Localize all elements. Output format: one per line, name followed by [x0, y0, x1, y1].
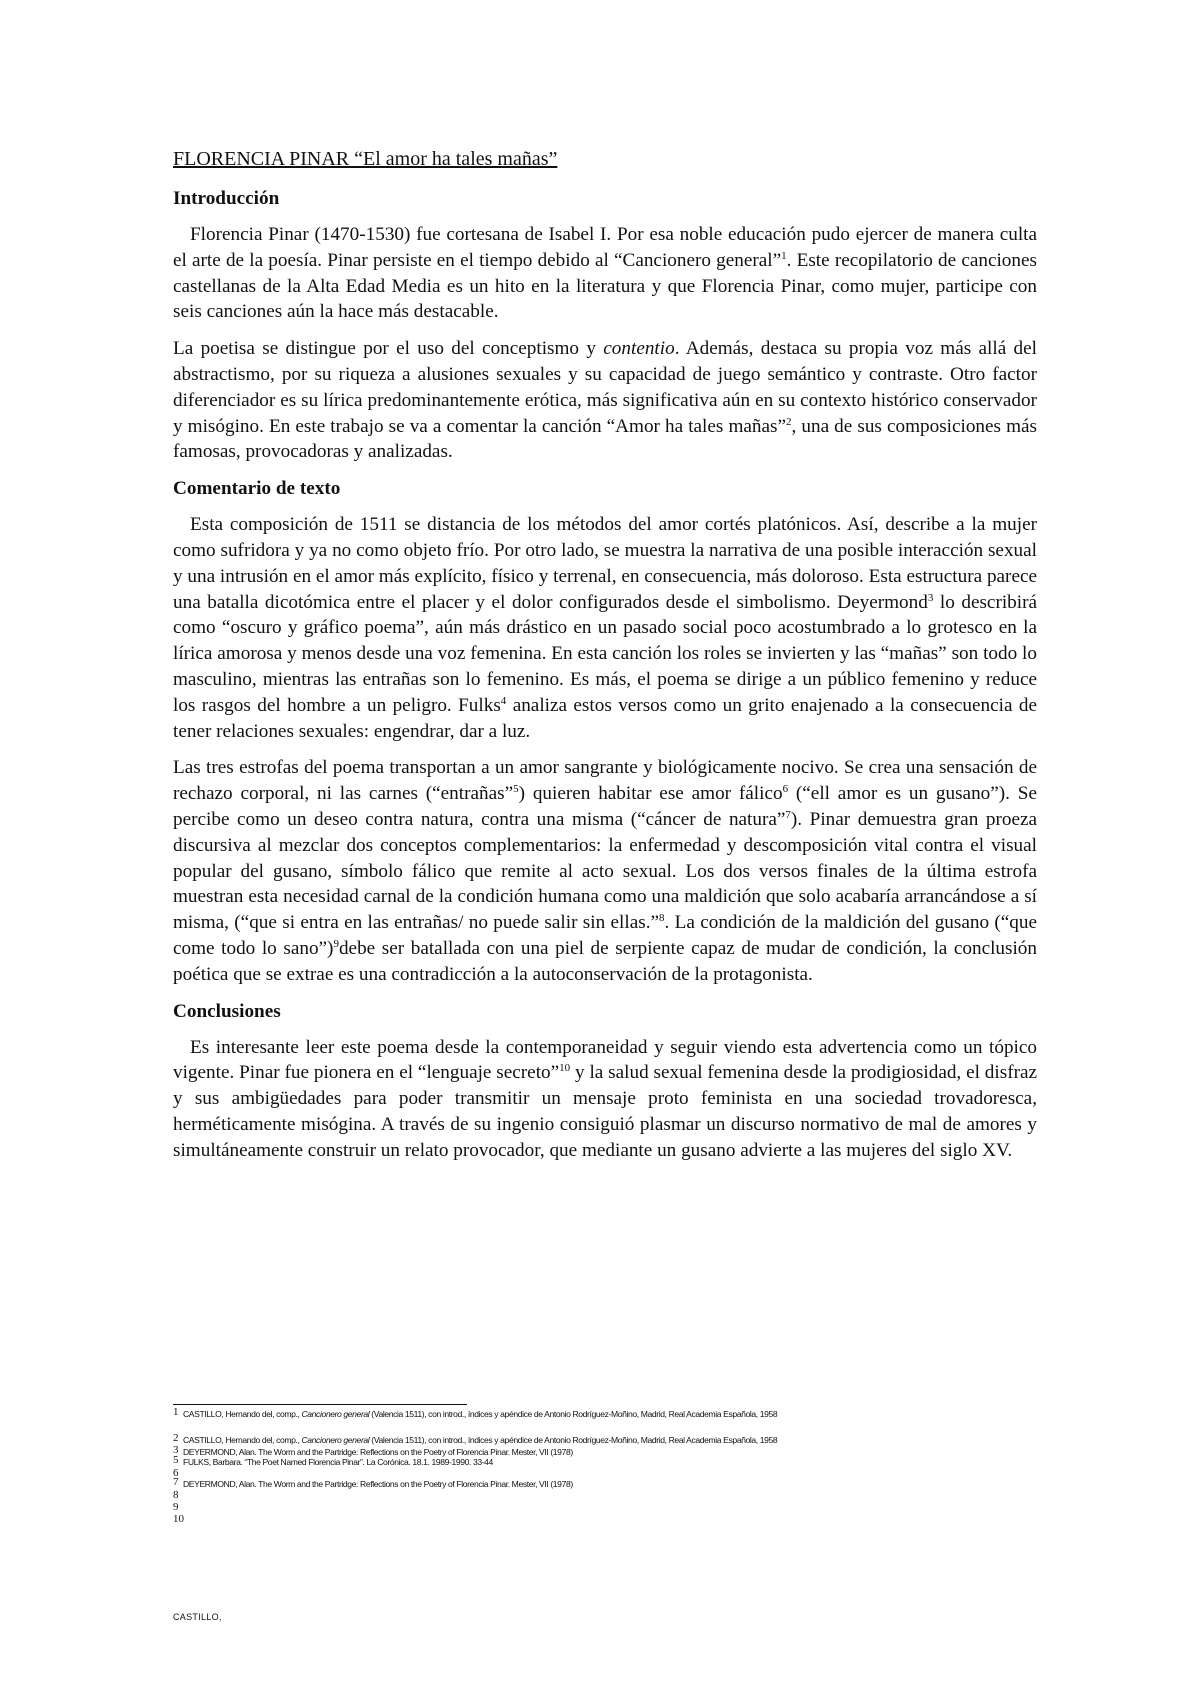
footnotes	[173, 1404, 1053, 1525]
heading-conclusiones: Conclusiones	[173, 1000, 281, 1022]
document-body	[173, 146, 1037, 1175]
intro-paragraph-1: Florencia Pinar (1470-1530) fue cortesana de Isabel I. Por esa noble educación pudo ejercer de manera culta el arte de la poesía. Pinar persiste en el tiempo debido al “Cancionero general”$^1$. Este recopilatorio de canciones castellanas de la Alta Edad Media es un hito en la literatura y que Florencia Pinar, como mujer, participe con seis canciones aún la hace más destacable.	[173, 224, 1037, 323]
footnote-7: 7 DEYERMOND, Alan. The Worm and the Partridge: Reflections on the Poetry of Florencia Pinar. Mester, VII (1978)	[173, 1476, 573, 1489]
footnote-ref[interactable]: 9	[333, 937, 339, 950]
commentary-paragraph-1: Esta composición de 1511 se distancia de los métodos del amor cortés platónicos. Así, describe a la mujer como sufridora y ya no como objeto frío. Por otro lado, se muestra la narrativa de una posible interacción sexual y una intrusión en el amor más explícito, físico y terrenal, en consecuencia, más doloroso. Esta estructura parece una batalla dicotómica entre el placer y el dolor configurados desde el simbolismo. Deyermond$^3$ lo describirá como “oscuro y gráfico poema”, aún más drástico en un pasado social poco acostumbrado a lo grotesco en la lírica amorosa y menos desde una voz femenina. En esta canción los roles se invierten y las “mañas” son todo lo masculino, mientras las entrañas son lo femenino. Es más, el poema se dirige a un público femenino y reduce los rasgos del hombre a un peligro. Fulks$^4$ analiza estos versos como un grito enajenado a la consecuencia de tener relaciones sexuales: engendrar, dar a luz.	[173, 514, 1038, 742]
footnote-number: 5	[173, 1454, 179, 1466]
footnote-ref[interactable]: 6	[782, 783, 789, 796]
footnote-9: 9	[173, 1501, 179, 1513]
conclusions-paragraph-1: Es interesante leer este poema desde la contemporaneidad y seguir viendo esta advertencia como un tópico vigente. Pinar fue pionera en el “lenguaje secreto”$^{10}$ y la salud sexual femenina desde la prodigiosidad, el disfraz y sus ambigüedades para poder transmitir un mensaje proto feminista en una sociedad trovadoresca, herméticamente misógina. A través de su ingenio consiguió plasmar un discurso normativo de mal de amores y simultáneamente construir un relato provocador, que mediante un gusano advierte a las mujeres del siglo XV.	[173, 1036, 1038, 1161]
footnote-5: 5 FULKS, Barbara. “The Poet Named Florencia Pinar”. La Corónica. 18.1. 1989-1990. 33-44	[173, 1454, 493, 1467]
footnote-ref[interactable]: 3	[927, 591, 934, 604]
footnote-number: 1	[173, 1406, 179, 1418]
footnote-2: 2 CASTILLO, Hernando del, comp., Cancionero general (Valencia 1511), con introd., índices y apéndice de Antonio Rodríguez-Moñino, Madrid, Real Academia Española, 1958	[173, 1432, 778, 1445]
footnote-1: 1 CASTILLO, Hernando del, comp., Cancionero general (Valencia 1511), con introd., índices y apéndice de Antonio Rodríguez-Moñino, Madrid, Real Academia Española, 1958	[173, 1406, 778, 1419]
footnote-ref[interactable]: 8	[659, 912, 665, 925]
footnote-ref[interactable]: 4	[500, 694, 507, 707]
footnote-separator	[173, 1404, 467, 1405]
page-footer: CASTILLO,	[173, 1612, 222, 1622]
footnote-6: 6	[173, 1467, 179, 1479]
document-title: FLORENCIA PINAR “El amor ha tales mañas”	[173, 148, 558, 170]
footnote-number: 7	[173, 1476, 179, 1488]
footnote-ref[interactable]: 2	[786, 415, 792, 428]
intro-paragraph-2: La poetisa se distingue por el uso del conceptismo y contentio. Además, destaca su propia voz más allá del abstractismo, por su riqueza a alusiones sexuales y su capacidad de juego semántico y contraste. Otro factor diferenciador es su lírica predominantemente erótica, más significativa aún en su contexto histórico conservador y misógino. En este trabajo se va a comentar la canción “Amor ha tales mañas”$^2$, una de sus composiciones más famosas, provocadoras y analizadas.	[173, 338, 1038, 463]
footnote-3: 3 DEYERMOND, Alan. The Worm and the Partridge: Reflections on the Poetry of Florencia Pinar. Mester, VII (1978)	[173, 1444, 573, 1457]
footnote-number: 3	[173, 1444, 179, 1456]
footnote-8: 8	[173, 1489, 179, 1501]
footnote-ref[interactable]: 1	[781, 249, 787, 262]
footnote-ref[interactable]: 5	[513, 783, 519, 796]
heading-comentario: Comentario de texto	[173, 478, 341, 500]
footnote-ref[interactable]: 10	[559, 1062, 571, 1075]
footnote-number: 2	[173, 1432, 179, 1444]
heading-introduccion: Introducción	[173, 188, 280, 209]
footnote-ref[interactable]: 7	[785, 808, 791, 821]
footnote-10: 10	[173, 1513, 184, 1525]
commentary-paragraph-2: Las tres estrofas del poema transportan a un amor sangrante y biológicamente nocivo. Se crea una sensación de rechazo corporal, ni las carnes (“entrañas”$^5$) quieren habitar ese amor fálico$^6$ (“ell amor es un gusano”). Se percibe como un deseo contra natura, contra una misma (“cáncer de natura”$^7$). Pinar demuestra gran proeza discursiva al mezclar dos conceptos complementarios: la enfermedad y descomposición vital contra el visual popular del gusano, símbolo fálico que remite al acto sexual. Los dos versos finales de la última estrofa muestran esta necesidad carnal de la condición humana como una maldición que solo acabaría arrancándose a sí misma, (“que si entra en las entrañas/ no puede salir sin ellas.”$^8$. La condición de la maldición del gusano (“que come todo lo sano”)$^9$debe ser batallada con una piel de serpiente capaz de mudar de condición, la conclusión poética que se extrae es una contradicción a la autoconservación de la protagonista.	[173, 757, 1038, 985]
